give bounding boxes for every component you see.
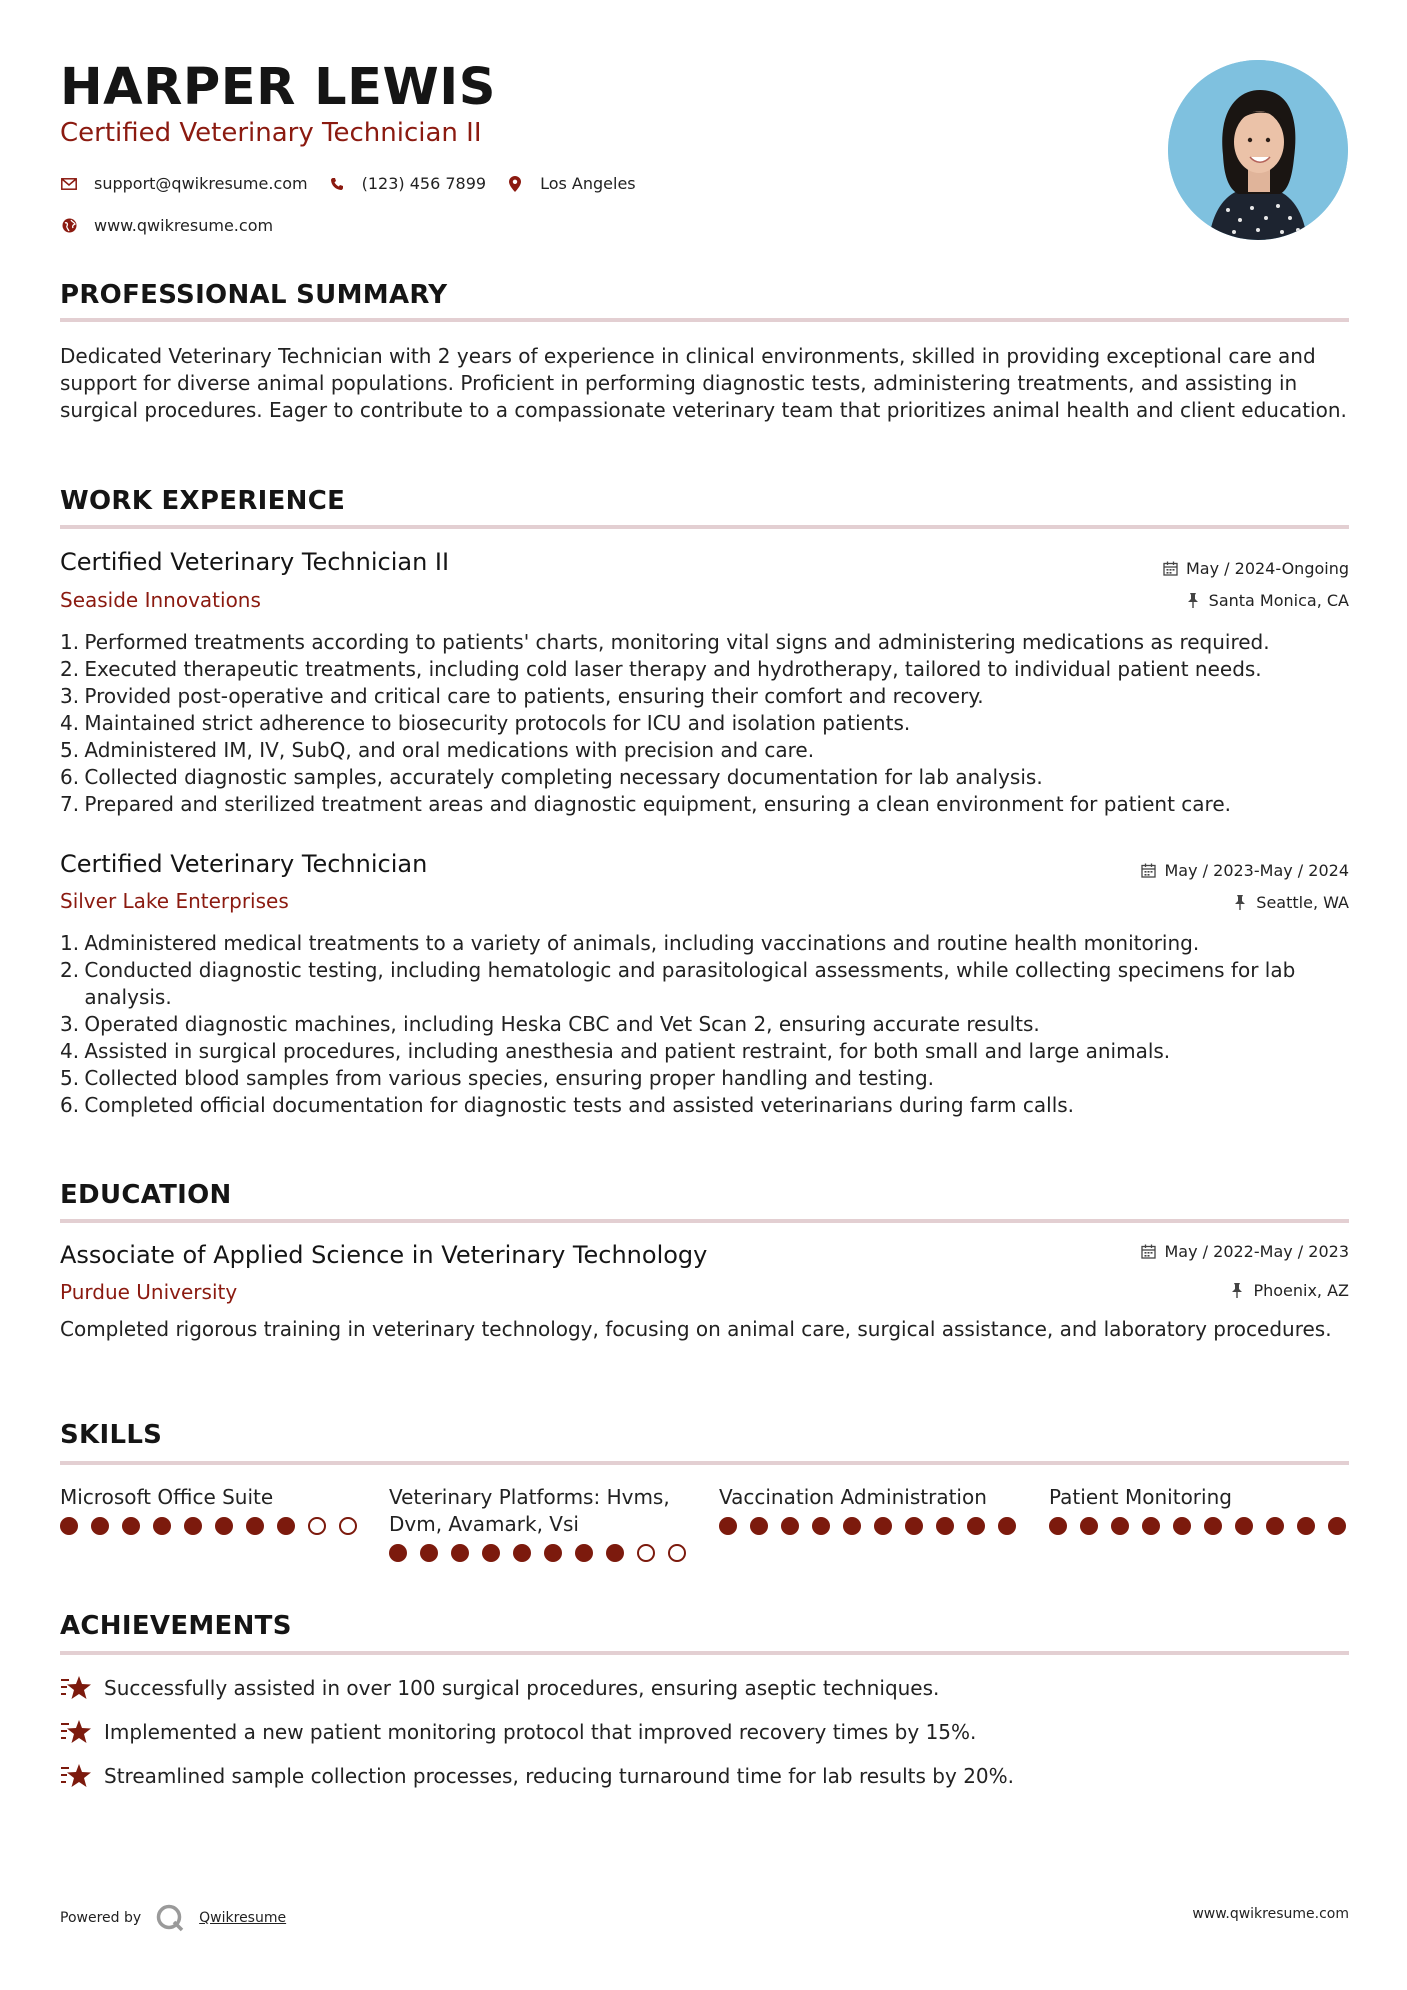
rating-dot-filled xyxy=(1142,1517,1160,1535)
website-link[interactable]: www.qwikresume.com xyxy=(94,216,274,235)
rating-dot-filled xyxy=(575,1544,593,1562)
list-number: 5. xyxy=(60,1066,80,1090)
footer-website-link[interactable]: www.qwikresume.com xyxy=(1192,1906,1349,1922)
profile-photo xyxy=(1168,60,1348,240)
powered-by-label: Powered by xyxy=(60,1910,142,1926)
rating-dot-empty xyxy=(308,1517,326,1535)
list-number: 5. xyxy=(60,738,80,762)
rating-dot-filled xyxy=(781,1517,799,1535)
list-number: 3. xyxy=(60,684,80,708)
list-text: Provided post-operative and critical care to patients, ensuring their comfort and recovery. xyxy=(84,684,984,708)
achievement-item xyxy=(60,1718,976,1746)
rating-dot-filled xyxy=(998,1517,1016,1535)
list-item xyxy=(60,930,1354,957)
list-text: Maintained strict adherence to biosecurity protocols for ICU and isolation patients. xyxy=(84,711,911,735)
rating-dot-filled xyxy=(1111,1517,1129,1535)
skill-rating xyxy=(60,1517,360,1535)
list-item xyxy=(60,629,1354,656)
rating-dot-filled xyxy=(874,1517,892,1535)
education-location xyxy=(1229,1281,1349,1300)
email-icon xyxy=(60,175,78,193)
achievement-text: Successfully assisted in over 100 surgical procedures, ensuring aseptic techniques. xyxy=(104,1676,940,1700)
education-location-text: Phoenix, AZ xyxy=(1253,1281,1349,1300)
rating-dot-filled xyxy=(246,1517,264,1535)
rating-dot-filled xyxy=(1049,1517,1067,1535)
job-company: Silver Lake Enterprises xyxy=(60,889,289,913)
list-text: Performed treatments according to patients' charts, monitoring vital signs and administering medications as required. xyxy=(84,630,1270,654)
skill-name: Vaccination Administration xyxy=(719,1485,987,1509)
rating-dot-empty xyxy=(668,1544,686,1562)
summary-text: Dedicated Veterinary Technician with 2 years of experience in clinical environments, skilled in providing exceptional care and support for diverse animal populations. Proficient in performing diagnostic tests, administering treatments, and assisting in surgical procedures. Eager to contribute to a compassionate veterinary team that prioritizes animal health and client education. xyxy=(60,344,1347,422)
list-item xyxy=(60,737,1354,764)
list-text: Administered IM, IV, SubQ, and oral medications with precision and care. xyxy=(84,738,815,762)
rating-dot-filled xyxy=(544,1544,562,1562)
rating-dot-filled xyxy=(482,1544,500,1562)
skill-item xyxy=(60,1484,360,1535)
rating-dot-filled xyxy=(936,1517,954,1535)
achievement-item xyxy=(60,1674,939,1702)
section-title-summary: PROFESSIONAL SUMMARY xyxy=(60,280,448,310)
list-text: Conducted diagnostic testing, including hematologic and parasitological assessments, while collecting specimens for lab analysis. xyxy=(84,958,1296,1009)
skill-name: Veterinary Platforms: Hvms, Dvm, Avamark, Vsi xyxy=(389,1485,670,1536)
list-text: Collected blood samples from various species, ensuring proper handling and testing. xyxy=(84,1066,935,1090)
section-divider xyxy=(60,1651,1349,1655)
location-text: Los Angeles xyxy=(540,174,636,193)
job-location xyxy=(1232,893,1349,912)
education-description: Completed rigorous training in veterinary technology, focusing on animal care, surgical assistance, and laboratory procedures. xyxy=(60,1317,1332,1341)
rating-dot-filled xyxy=(1297,1517,1315,1535)
email-link[interactable]: support@qwikresume.com xyxy=(94,174,308,193)
qwikresume-link[interactable]: Qwikresume xyxy=(199,1910,287,1926)
list-item xyxy=(60,1038,1354,1065)
list-number: 2. xyxy=(60,958,80,982)
rating-dot-empty xyxy=(637,1544,655,1562)
education-date-text: May / 2022-May / 2023 xyxy=(1164,1242,1349,1261)
list-number: 6. xyxy=(60,765,80,789)
skill-item xyxy=(719,1484,1019,1535)
list-text: Collected diagnostic samples, accurately completing necessary documentation for lab analysis. xyxy=(84,765,1043,789)
job-date xyxy=(1141,861,1350,880)
globe-icon xyxy=(60,217,78,235)
rating-dot-filled xyxy=(420,1544,438,1562)
list-text: Operated diagnostic machines, including Heska CBC and Vet Scan 2, ensuring accurate results. xyxy=(84,1012,1040,1036)
job-responsibilities xyxy=(60,629,1354,818)
skill-item xyxy=(1049,1484,1349,1535)
job-date-text: May / 2023-May / 2024 xyxy=(1164,861,1349,880)
rating-dot-filled xyxy=(91,1517,109,1535)
rating-dot-filled xyxy=(513,1544,531,1562)
calendar-icon xyxy=(1141,863,1157,879)
list-item xyxy=(60,957,1354,1011)
rating-dot-filled xyxy=(1266,1517,1284,1535)
list-text: Prepared and sterilized treatment areas and diagnostic equipment, ensuring a clean environment for patient care. xyxy=(84,792,1231,816)
star-award-icon xyxy=(60,1674,92,1702)
education-school: Purdue University xyxy=(60,1280,238,1304)
list-number: 7. xyxy=(60,792,80,816)
candidate-name: HARPER LEWIS xyxy=(60,58,496,117)
pushpin-icon xyxy=(1185,593,1201,609)
rating-dot-filled xyxy=(215,1517,233,1535)
skill-rating xyxy=(719,1517,1019,1535)
section-title-experience: WORK EXPERIENCE xyxy=(60,486,346,516)
list-item xyxy=(60,1065,1354,1092)
list-item xyxy=(60,1092,1354,1119)
phone-number: (123) 456 7899 xyxy=(361,174,487,193)
achievement-text: Streamlined sample collection processes, reducing turnaround time for lab results by 20%. xyxy=(104,1764,1014,1788)
rating-dot-filled xyxy=(843,1517,861,1535)
footer-powered-by xyxy=(60,1903,286,1933)
pushpin-icon xyxy=(1232,895,1248,911)
list-text: Administered medical treatments to a variety of animals, including vaccinations and routine health monitoring. xyxy=(84,931,1200,955)
skill-rating xyxy=(389,1544,689,1562)
skill-name: Patient Monitoring xyxy=(1049,1485,1232,1509)
list-text: Executed therapeutic treatments, including cold laser therapy and hydrotherapy, tailored to individual patient needs. xyxy=(84,657,1262,681)
job-title: Certified Veterinary Technician II xyxy=(60,548,450,576)
job-date xyxy=(1162,559,1349,578)
rating-dot-filled xyxy=(1173,1517,1191,1535)
section-title-skills: SKILLS xyxy=(60,1420,163,1450)
rating-dot-filled xyxy=(1235,1517,1253,1535)
rating-dot-filled xyxy=(606,1544,624,1562)
calendar-icon xyxy=(1162,561,1178,577)
list-item xyxy=(60,656,1354,683)
list-item xyxy=(60,791,1354,818)
rating-dot-filled xyxy=(905,1517,923,1535)
section-divider xyxy=(60,1219,1349,1223)
rating-dot-filled xyxy=(967,1517,985,1535)
location-pin-icon xyxy=(506,175,524,193)
list-number: 6. xyxy=(60,1093,80,1117)
rating-dot-filled xyxy=(389,1544,407,1562)
rating-dot-filled xyxy=(60,1517,78,1535)
section-divider xyxy=(60,318,1349,322)
achievement-item xyxy=(60,1762,1014,1790)
job-responsibilities xyxy=(60,930,1354,1119)
rating-dot-filled xyxy=(153,1517,171,1535)
calendar-icon xyxy=(1141,1244,1157,1260)
skill-item xyxy=(389,1484,689,1562)
section-divider xyxy=(60,1461,1349,1465)
list-number: 4. xyxy=(60,1039,80,1063)
star-award-icon xyxy=(60,1718,92,1746)
candidate-role: Certified Veterinary Technician II xyxy=(60,118,482,148)
contact-row-secondary xyxy=(60,216,293,235)
rating-dot-filled xyxy=(719,1517,737,1535)
list-number: 1. xyxy=(60,630,80,654)
rating-dot-filled xyxy=(277,1517,295,1535)
section-title-achievements: ACHIEVEMENTS xyxy=(60,1611,292,1641)
rating-dot-empty xyxy=(339,1517,357,1535)
star-award-icon xyxy=(60,1762,92,1790)
list-item xyxy=(60,710,1354,737)
job-location-text: Seattle, WA xyxy=(1256,893,1349,912)
rating-dot-filled xyxy=(750,1517,768,1535)
list-text: Assisted in surgical procedures, including anesthesia and patient restraint, for both small and large animals. xyxy=(84,1039,1171,1063)
job-date-text: May / 2024-Ongoing xyxy=(1186,559,1349,578)
list-item xyxy=(60,683,1354,710)
job-location xyxy=(1185,591,1349,610)
skill-name: Microsoft Office Suite xyxy=(60,1485,274,1509)
section-divider xyxy=(60,525,1349,529)
achievement-text: Implemented a new patient monitoring protocol that improved recovery times by 15%. xyxy=(104,1720,977,1744)
list-text: Completed official documentation for diagnostic tests and assisted veterinarians during farm calls. xyxy=(84,1093,1075,1117)
list-number: 2. xyxy=(60,657,80,681)
education-degree: Associate of Applied Science in Veterinary Technology xyxy=(60,1241,708,1269)
rating-dot-filled xyxy=(812,1517,830,1535)
job-title: Certified Veterinary Technician xyxy=(60,850,428,878)
rating-dot-filled xyxy=(1204,1517,1222,1535)
education-date xyxy=(1141,1242,1350,1261)
list-number: 1. xyxy=(60,931,80,955)
rating-dot-filled xyxy=(184,1517,202,1535)
rating-dot-filled xyxy=(451,1544,469,1562)
pushpin-icon xyxy=(1229,1283,1245,1299)
list-item xyxy=(60,764,1354,791)
job-company: Seaside Innovations xyxy=(60,588,261,612)
phone-icon xyxy=(328,175,346,193)
list-item xyxy=(60,1011,1354,1038)
list-number: 3. xyxy=(60,1012,80,1036)
rating-dot-filled xyxy=(122,1517,140,1535)
list-number: 4. xyxy=(60,711,80,735)
contact-row-primary xyxy=(60,174,656,193)
rating-dot-filled xyxy=(1080,1517,1098,1535)
rating-dot-filled xyxy=(1328,1517,1346,1535)
job-location-text: Santa Monica, CA xyxy=(1208,591,1349,610)
section-title-education: EDUCATION xyxy=(60,1180,232,1210)
qwikresume-logo-icon xyxy=(155,1903,185,1933)
skill-rating xyxy=(1049,1517,1349,1535)
